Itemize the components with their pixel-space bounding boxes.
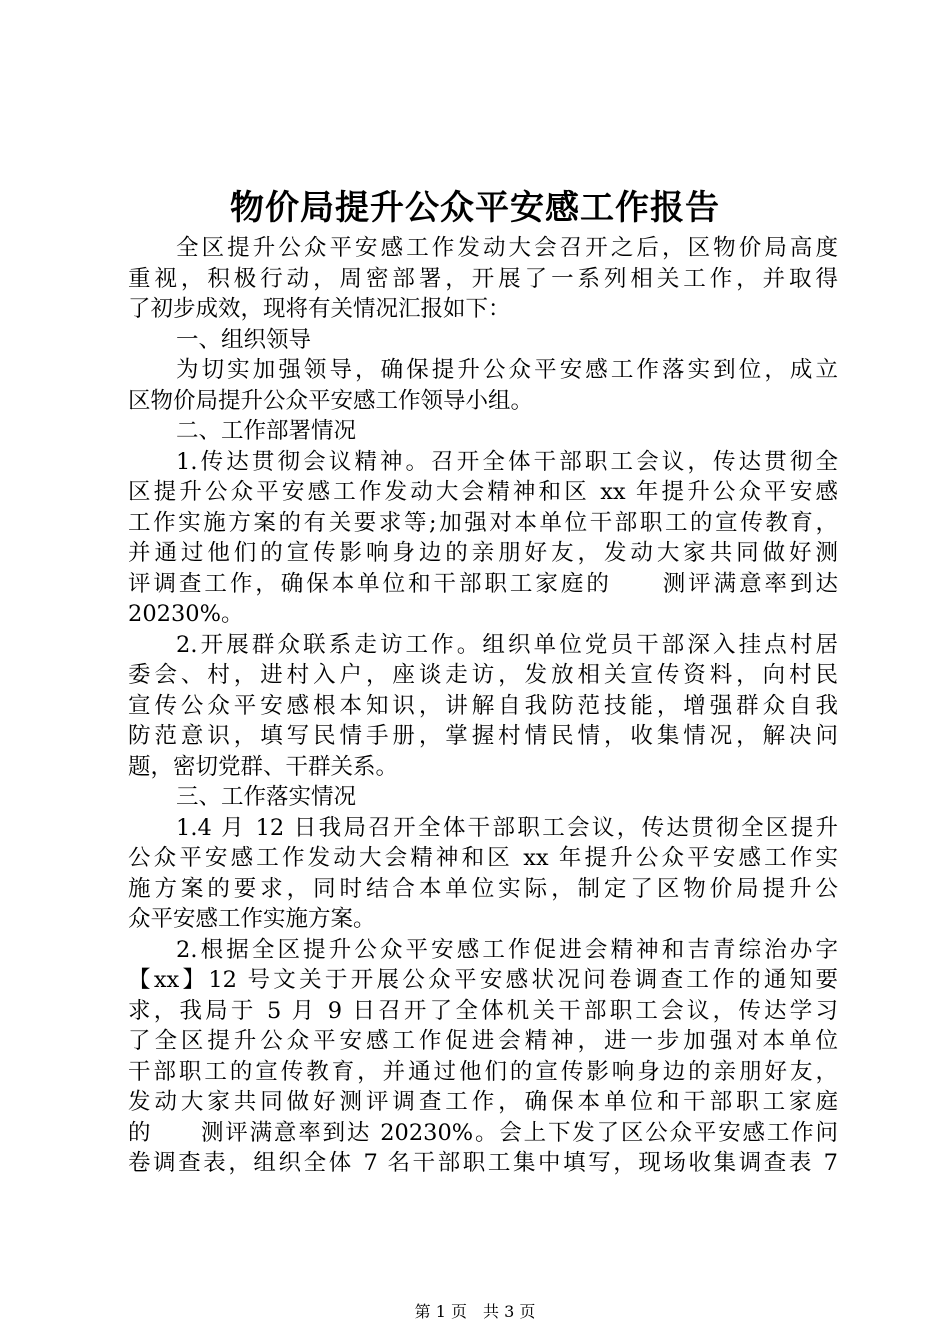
text-line: 了初步成效，现将有关情况汇报如下： <box>128 296 511 322</box>
text-line: 评调查工作，确保本单位和干部职工家庭的 测评满意率到达 <box>128 570 838 597</box>
text-line: 发动大家共同做好测评调查工作，确保本单位和干部职工家庭 <box>128 1089 838 1115</box>
text-line: 工作实施方案的有关要求等;加强对本单位干部职工的宣传教育， <box>128 509 838 536</box>
text-line: 防范意识，填写民情手册，掌握村情民情，收集情况，解决问 <box>128 723 838 749</box>
text-line: 重视，积极行动，周密部署，开展了一系列相关工作，并取得 <box>128 265 838 292</box>
text-line: 区物价局提升公众平安感工作领导小组。 <box>128 387 534 414</box>
text-line: 卷调查表，组织全体 7 名干部职工集中填写，现场收集调查表 7 <box>128 1150 838 1176</box>
text-line: 2.根据全区提升公众平安感工作促进会精神和吉青综治办字 <box>176 936 838 963</box>
text-line: 20230%。 <box>128 601 244 627</box>
document-title: 物价局提升公众平安感工作报告 <box>230 188 720 228</box>
text-line: 一、组织领导 <box>176 326 312 353</box>
text-line: 1.4 月 12 日我局召开全体干部职工会议，传达贯彻全区提升 <box>176 814 838 841</box>
text-line: 全区提升公众平安感工作发动大会召开之后，区物价局高度 <box>176 235 838 261</box>
text-line: 求，我局于 5 月 9 日召开了全体机关干部职工会议，传达学习 <box>128 997 838 1024</box>
text-line: 并通过他们的宣传影响身边的亲朋好友，发动大家共同做好测 <box>128 540 838 566</box>
document-body <box>128 233 838 1179</box>
text-line: 众平安感工作实施方案。 <box>128 906 376 932</box>
text-line: 题，密切党群、干群关系。 <box>128 753 399 780</box>
text-line: 了全区提升公众平安感工作促进会精神，进一步加强对本单位 <box>128 1028 838 1054</box>
text-line: 三、工作落实情况 <box>176 784 357 810</box>
text-line: 委会、村，进村入户，座谈走访，发放相关宣传资料，向村民 <box>128 662 838 688</box>
text-line: 施方案的要求，同时结合本单位实际，制定了区物价局提升公 <box>128 875 838 902</box>
text-line: 为切实加强领导，确保提升公众平安感工作落实到位，成立 <box>176 357 838 383</box>
text-line: 【xx】12 号文关于开展公众平安感状况问卷调查工作的通知要 <box>128 967 838 993</box>
page-footer: 第 1 页 共 3 页 <box>414 1302 536 1321</box>
text-line: 干部职工的宣传教育，并通过他们的宣传影响身边的亲朋好友， <box>128 1058 838 1085</box>
text-line: 的 测评满意率到达 20230%。会上下发了区公众平安感工作问 <box>128 1119 838 1146</box>
text-line: 宣传公众平安感根本知识，讲解自我防范技能，增强群众自我 <box>128 692 838 719</box>
text-line: 公众平安感工作发动大会精神和区 xx 年提升公众平安感工作实 <box>128 845 838 871</box>
text-line: 二、工作部署情况 <box>176 418 357 444</box>
text-line: 1.传达贯彻会议精神。召开全体干部职工会议，传达贯彻全 <box>176 448 838 475</box>
text-line: 2.开展群众联系走访工作。组织单位党员干部深入挂点村居 <box>176 631 838 658</box>
text-line: 区提升公众平安感工作发动大会精神和区 xx 年提升公众平安感 <box>128 479 838 505</box>
